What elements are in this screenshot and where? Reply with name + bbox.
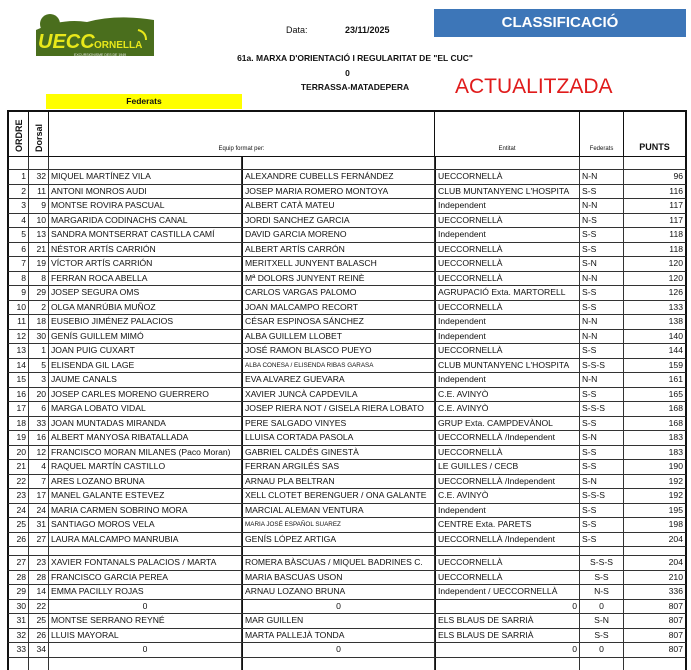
member2-cell: MARIA BASCUAS USON — [242, 571, 435, 585]
federated-cell: N-S — [580, 214, 624, 228]
rank-cell: 12 — [9, 330, 29, 344]
member1-cell: 0 — [49, 600, 242, 614]
federated-cell: S-S — [580, 460, 624, 474]
event-place: TERRASSA-MATADEPERA — [300, 82, 410, 92]
member1-cell: MANEL GALANTE ESTEVEZ — [49, 489, 242, 503]
table-row — [7, 431, 687, 446]
empty-row — [7, 658, 687, 670]
member2-cell: JOSEP MARIA ROMERO MONTOYA — [242, 185, 435, 199]
table-row — [7, 489, 687, 504]
event-title: 61a. MARXA D'ORIENTACIÓ I REGULARITAT DE "EL CUC" — [237, 53, 473, 63]
rank-cell: 3 — [9, 199, 29, 213]
entity-cell: UECCORNELLÀ — [435, 214, 580, 228]
classification-banner: CLASSIFICACIÓ — [434, 9, 686, 37]
points-cell: 161 — [668, 374, 683, 384]
table-row — [7, 301, 687, 316]
member2-cell: LLUISA CORTADA PASOLA — [242, 431, 435, 445]
header-equip: Equip format per: — [49, 112, 435, 156]
points-cell: 807 — [668, 615, 683, 625]
points-cell: 807 — [668, 600, 683, 611]
rank-cell: 30 — [9, 600, 29, 614]
entity-cell: UECCORNELLÀ — [435, 571, 580, 585]
federated-cell: S-S — [580, 243, 624, 257]
member1-cell: MIQUEL MARTÍNEZ VILA — [49, 170, 242, 184]
federated-cell: N-N — [580, 373, 624, 387]
bib-cell: 9 — [29, 199, 49, 213]
table-row — [7, 600, 687, 615]
federated-cell: S-N — [580, 257, 624, 271]
points-cell: 807 — [668, 644, 683, 654]
member1-cell: XAVIER FONTANALS PALACIOS / MARTA — [49, 556, 242, 570]
bib-cell: 19 — [29, 257, 49, 271]
entity-cell: UECCORNELLÀ — [435, 243, 580, 257]
member1-cell: JAUME CANALS — [49, 373, 242, 387]
ueccornella-logo — [32, 10, 158, 60]
member1-cell: JOSEP SEGURA OMS — [49, 286, 242, 300]
member2-cell: 0 — [242, 643, 435, 657]
table-row — [7, 533, 687, 548]
points-cell: 120 — [668, 258, 683, 268]
federated-cell: S-S — [580, 504, 624, 518]
entity-cell: Independent — [435, 315, 580, 329]
bib-cell: 16 — [29, 431, 49, 445]
table-row — [7, 272, 687, 287]
member1-cell: MARGARIDA CODINACHS CANAL — [49, 214, 242, 228]
bib-cell: 7 — [29, 475, 49, 489]
logo-subtext: EXCURSIONISME DES DE 1949 — [74, 53, 127, 57]
member1-cell: SANTIAGO MOROS VELA — [49, 518, 242, 532]
federated-cell: S-S-S — [580, 489, 624, 503]
table-row — [7, 556, 687, 571]
header-federats: Federats — [580, 112, 624, 156]
member1-cell: FERRAN ROCA ABELLA — [49, 272, 242, 286]
entity-cell: UECCORNELLÀ /Independent — [435, 431, 580, 445]
bib-cell: 21 — [29, 243, 49, 257]
rank-cell: 23 — [9, 489, 29, 503]
points-cell: 807 — [668, 629, 683, 640]
points-cell: 192 — [668, 475, 683, 486]
entity-cell: C.E. AVINYÒ — [435, 402, 580, 416]
member1-cell: MARGA LOBATO VIDAL — [49, 402, 242, 416]
table-row — [7, 504, 687, 519]
federated-cell: S-S — [580, 446, 624, 460]
header-dorsal: Dorsal — [29, 112, 49, 156]
rank-cell: 4 — [9, 214, 29, 228]
member2-cell: ALBA CONESA / ELISENDA RIBAS GARASA — [242, 359, 435, 373]
points-cell: 190 — [668, 461, 683, 471]
table-row — [7, 170, 687, 185]
member1-cell: LAURA MALCAMPO MANRUBIA — [49, 533, 242, 547]
points-cell: 118 — [669, 229, 683, 239]
member2-cell: CÉSAR ESPINOSA SÁNCHEZ — [242, 315, 435, 329]
entity-cell: Independent / UECCORNELLÀ — [435, 585, 580, 599]
bib-cell: 32 — [29, 170, 49, 184]
federated-cell: N-N — [580, 170, 624, 184]
entity-cell: 0 — [435, 600, 580, 614]
entity-cell: UECCORNELLÀ — [435, 446, 580, 460]
points-cell: 144 — [668, 345, 683, 355]
entity-cell: Independent — [435, 199, 580, 213]
bib-cell: 18 — [29, 315, 49, 329]
date-label: Data: — [286, 25, 308, 35]
member2-cell: ALBERT CATÀ MATEU — [242, 199, 435, 213]
federated-cell: N-N — [580, 272, 624, 286]
member1-cell: LLUIS MAYORAL — [49, 629, 242, 643]
bib-cell: 2 — [29, 301, 49, 315]
member2-cell: ALEXANDRE CUBELLS FERNÁNDEZ — [242, 170, 435, 184]
table-row — [7, 373, 687, 388]
federated-cell: N-N — [580, 199, 624, 213]
spacer-row — [7, 547, 687, 556]
bib-cell: 33 — [29, 417, 49, 431]
table-row — [7, 228, 687, 243]
rank-cell: 22 — [9, 475, 29, 489]
entity-cell: 0 — [435, 643, 580, 657]
table-row — [7, 460, 687, 475]
bib-cell: 3 — [29, 373, 49, 387]
member1-cell: RAQUEL MARTÍN CASTILLO — [49, 460, 242, 474]
points-cell: 198 — [668, 519, 683, 529]
bib-cell: 30 — [29, 330, 49, 344]
rank-cell: 7 — [9, 257, 29, 271]
rank-cell: 1 — [9, 170, 29, 184]
member1-cell: JOAN PUIG CUXART — [49, 344, 242, 358]
member2-cell: GENÍS LÓPEZ ARTIGA — [242, 533, 435, 547]
bib-cell: 24 — [29, 504, 49, 518]
rank-cell: 21 — [9, 460, 29, 474]
rank-cell: 24 — [9, 504, 29, 518]
federated-cell: S-S — [580, 518, 624, 532]
federated-cell: N-N — [580, 330, 624, 344]
table-row — [7, 585, 687, 600]
points-cell: 117 — [669, 200, 683, 210]
entity-cell: CLUB MUNTANYENC L'HOSPITA — [435, 185, 580, 199]
member1-cell: MARIA CARMEN SOBRINO MORA — [49, 504, 242, 518]
rank-cell: 25 — [9, 518, 29, 532]
bib-cell: 17 — [29, 489, 49, 503]
member1-cell: MONTSE SERRANO REYNÉ — [49, 614, 242, 628]
entity-cell: UECCORNELLÀ — [435, 301, 580, 315]
member1-cell: VÍCTOR ARTÍS CARRIÓN — [49, 257, 242, 271]
entity-cell: UECCORNELLÀ — [435, 257, 580, 271]
table-row — [7, 518, 687, 533]
event-number: 0 — [345, 68, 350, 78]
member1-cell: JOAN MUNTADAS MIRANDA — [49, 417, 242, 431]
table-row — [7, 243, 687, 258]
rank-cell: 14 — [9, 359, 29, 373]
table-row — [7, 344, 687, 359]
points-cell: 165 — [668, 388, 683, 399]
member1-cell: EMMA PACILLY ROJAS — [49, 585, 242, 599]
member1-cell: OLGA MANRÚBIA MUÑOZ — [49, 301, 242, 315]
rank-cell: 16 — [9, 388, 29, 402]
header-ordre: ORDRE — [9, 112, 29, 156]
table-row — [7, 614, 687, 629]
entity-cell: GRUP Exta. CAMPDEVÀNOL — [435, 417, 580, 431]
federated-cell: S-S — [580, 228, 624, 242]
federated-cell: S-S-S — [580, 402, 624, 416]
federated-cell: S-S — [580, 533, 624, 547]
entity-cell: C.E. AVINYÒ — [435, 489, 580, 503]
member2-cell: XAVIER JUNCÀ CAPDEVILA — [242, 388, 435, 402]
member1-cell: JOSEP CARLES MORENO GUERRERO — [49, 388, 242, 402]
rank-cell: 8 — [9, 272, 29, 286]
federated-cell: 0 — [580, 600, 624, 614]
bib-cell: 1 — [29, 344, 49, 358]
member2-cell: XELL CLOTET BERENGUER / ONA GALANTE — [242, 489, 435, 503]
points-cell: 133 — [668, 301, 683, 312]
bib-cell: 31 — [29, 518, 49, 532]
bib-cell: 28 — [29, 571, 49, 585]
bib-cell: 23 — [29, 556, 49, 570]
member1-cell: NÉSTOR ARTÍS CARRIÓN — [49, 243, 242, 257]
member2-cell: JORDI SANCHEZ GARCIA — [242, 214, 435, 228]
table-row — [7, 643, 687, 658]
rank-cell: 31 — [9, 614, 29, 628]
entity-cell: AGRUPACIÓ Exta. MARTORELL — [435, 286, 580, 300]
table-row — [7, 315, 687, 330]
federated-cell: N-S — [580, 585, 624, 599]
entity-cell: UECCORNELLÀ — [435, 556, 580, 570]
rank-cell: 19 — [9, 431, 29, 445]
entity-cell: UECCORNELLÀ — [435, 344, 580, 358]
bib-cell: 4 — [29, 460, 49, 474]
table-row — [7, 446, 687, 461]
points-cell: 96 — [673, 171, 683, 181]
table-row — [7, 388, 687, 403]
member2-cell: 0 — [242, 600, 435, 614]
member2-cell: ARNAU LOZANO BRUNA — [242, 585, 435, 599]
entity-cell: CENTRE Exta. PARETS — [435, 518, 580, 532]
header-entitat: Entitat — [435, 112, 580, 156]
bib-cell: 26 — [29, 629, 49, 643]
results-group-2 — [7, 556, 687, 658]
blank-row — [7, 157, 687, 170]
member2-cell: EVA ALVAREZ GUEVARA — [242, 373, 435, 387]
member2-cell: MARIA JOSÉ ESPAÑOL SUAREZ — [242, 518, 435, 532]
federated-cell: S-S — [580, 344, 624, 358]
points-cell: 195 — [668, 504, 683, 515]
rank-cell: 15 — [9, 373, 29, 387]
member2-cell: ARNAU PLA BELTRAN — [242, 475, 435, 489]
bib-cell: 14 — [29, 585, 49, 599]
rank-cell: 33 — [9, 643, 29, 657]
bib-cell: 13 — [29, 228, 49, 242]
table-row — [7, 286, 687, 301]
rank-cell: 17 — [9, 402, 29, 416]
points-cell: 140 — [668, 330, 683, 341]
entity-cell: UECCORNELLÀ /Independent — [435, 475, 580, 489]
member2-cell: PERE SALGADO VINYES — [242, 417, 435, 431]
federated-cell: S-S — [580, 301, 624, 315]
entity-cell: ELS BLAUS DE SARRIÀ — [435, 614, 580, 628]
member2-cell: MERITXELL JUNYENT BALASCH — [242, 257, 435, 271]
table-row — [7, 417, 687, 432]
federated-cell: S-S — [580, 417, 624, 431]
rank-cell: 29 — [9, 585, 29, 599]
member1-cell: ANTONI MONROS AUDI — [49, 185, 242, 199]
points-cell: 210 — [668, 571, 683, 582]
bib-cell: 8 — [29, 272, 49, 286]
member1-cell: ELISENDA GIL LAGE — [49, 359, 242, 373]
bib-cell: 25 — [29, 614, 49, 628]
table-row — [7, 257, 687, 272]
points-cell: 168 — [668, 417, 683, 428]
bib-cell: 11 — [29, 185, 49, 199]
bib-cell: 20 — [29, 388, 49, 402]
entity-cell: C.E. AVINYÒ — [435, 388, 580, 402]
member2-cell: CARLOS VARGAS PALOMO — [242, 286, 435, 300]
member2-cell: Mª DOLORS JUNYENT REINÈ — [242, 272, 435, 286]
federated-cell: S-N — [580, 614, 624, 628]
rank-cell: 11 — [9, 315, 29, 329]
rank-cell: 10 — [9, 301, 29, 315]
member2-cell: GABRIEL CALDÉS GINESTÀ — [242, 446, 435, 460]
table-row — [7, 402, 687, 417]
federated-cell: S-S — [580, 286, 624, 300]
bib-cell: 12 — [29, 446, 49, 460]
rank-cell: 5 — [9, 228, 29, 242]
points-cell: 204 — [668, 557, 683, 567]
points-cell: 118 — [669, 243, 683, 254]
federated-cell: S-S-S — [580, 556, 624, 570]
entity-cell: CLUB MUNTANYENC L'HOSPITA — [435, 359, 580, 373]
rank-cell: 28 — [9, 571, 29, 585]
header-punts: PUNTS — [639, 142, 670, 152]
rank-cell: 32 — [9, 629, 29, 643]
results-group-1 — [7, 170, 687, 547]
member2-cell: ALBA GUILLEM LLOBET — [242, 330, 435, 344]
rank-cell: 2 — [9, 185, 29, 199]
table-row — [7, 629, 687, 644]
points-cell: 159 — [668, 359, 683, 370]
table-row — [7, 475, 687, 490]
table-row — [7, 199, 687, 214]
rank-cell: 26 — [9, 533, 29, 547]
member1-cell: MONTSE ROVIRA PASCUAL — [49, 199, 242, 213]
federated-cell: S-N — [580, 475, 624, 489]
rank-cell: 13 — [9, 344, 29, 358]
entity-cell: Independent — [435, 373, 580, 387]
rank-cell: 27 — [9, 556, 29, 570]
bib-cell: 22 — [29, 600, 49, 614]
member1-cell: SANDRA MONTSERRAT CASTILLA CAMÍ — [49, 228, 242, 242]
member1-cell: 0 — [49, 643, 242, 657]
table-row — [7, 185, 687, 200]
federated-cell: 0 — [580, 643, 624, 657]
bib-cell: 5 — [29, 359, 49, 373]
updated-status: ACTUALITZADA — [455, 75, 613, 98]
member2-cell: MAR GUILLEN — [242, 614, 435, 628]
svg-text:ORNELLA: ORNELLA — [94, 40, 143, 51]
rank-cell: 6 — [9, 243, 29, 257]
member1-cell: ARES LOZANO BRUNA — [49, 475, 242, 489]
bib-cell: 29 — [29, 286, 49, 300]
points-cell: 138 — [668, 316, 683, 326]
rank-cell: 18 — [9, 417, 29, 431]
member2-cell: JOSEP RIERA NOT / GISELA RIERA LOBATO — [242, 402, 435, 416]
points-cell: 116 — [669, 185, 683, 196]
federated-cell: S-S — [580, 571, 624, 585]
table-row — [7, 359, 687, 374]
points-cell: 126 — [668, 287, 683, 297]
member2-cell: DAVID GARCIA MORENO — [242, 228, 435, 242]
results-table — [7, 110, 687, 670]
svg-text:UECC: UECC — [38, 31, 95, 53]
rank-cell: 9 — [9, 286, 29, 300]
bib-cell: 34 — [29, 643, 49, 657]
points-cell: 204 — [668, 533, 683, 544]
federated-cell: S-S — [580, 185, 624, 199]
entity-cell: ELS BLAUS DE SARRIÀ — [435, 629, 580, 643]
member2-cell: MARCIAL ALEMAN VENTURA — [242, 504, 435, 518]
table-header — [7, 110, 687, 157]
points-cell: 183 — [668, 446, 683, 457]
member1-cell: FRANCISCO MORAN MILANES (Paco Moran) — [49, 446, 242, 460]
federated-cell: N-N — [580, 315, 624, 329]
bib-cell: 10 — [29, 214, 49, 228]
member2-cell: ALBERT ARTÍS CARRÓN — [242, 243, 435, 257]
table-row — [7, 571, 687, 586]
points-cell: 192 — [668, 490, 683, 500]
entity-cell: UECCORNELLÀ /Independent — [435, 533, 580, 547]
member1-cell: FRANCISCO GARCIA PEREA — [49, 571, 242, 585]
federated-cell: S-S — [580, 629, 624, 643]
member1-cell: ALBERT MANYOSA RIBATALLADA — [49, 431, 242, 445]
member2-cell: ROMERA BÀSCUAS / MIQUEL BADRINES C. — [242, 556, 435, 570]
entity-cell: LE GUILLES / CECB — [435, 460, 580, 474]
entity-cell: Independent — [435, 228, 580, 242]
entity-cell: Independent — [435, 330, 580, 344]
table-row — [7, 330, 687, 345]
entity-cell: Independent — [435, 504, 580, 518]
member2-cell: MARTA PALLEJÀ TONDA — [242, 629, 435, 643]
date-value: 23/11/2025 — [345, 25, 390, 35]
bib-cell: 6 — [29, 402, 49, 416]
rank-cell: 20 — [9, 446, 29, 460]
points-cell: 168 — [668, 403, 683, 413]
points-cell: 120 — [668, 272, 683, 283]
points-cell: 183 — [668, 432, 683, 442]
points-cell: 117 — [669, 214, 683, 225]
federated-cell: S-S-S — [580, 359, 624, 373]
table-row — [7, 214, 687, 229]
member1-cell: GENÍS GUILLEM MIMÓ — [49, 330, 242, 344]
entity-cell: UECCORNELLÀ — [435, 170, 580, 184]
points-cell: 336 — [668, 586, 683, 596]
federated-cell: S-S — [580, 388, 624, 402]
member2-cell: JOSÉ RAMON BLASCO PUEYO — [242, 344, 435, 358]
bib-cell: 27 — [29, 533, 49, 547]
federated-cell: S-N — [580, 431, 624, 445]
member2-cell: JOAN MALCAMPO RECORT — [242, 301, 435, 315]
category-label: Federats — [46, 94, 242, 109]
entity-cell: UECCORNELLÀ — [435, 272, 580, 286]
member1-cell: EUSEBIO JIMÉNEZ PALACIOS — [49, 315, 242, 329]
member2-cell: FERRAN ARGILÉS SAS — [242, 460, 435, 474]
